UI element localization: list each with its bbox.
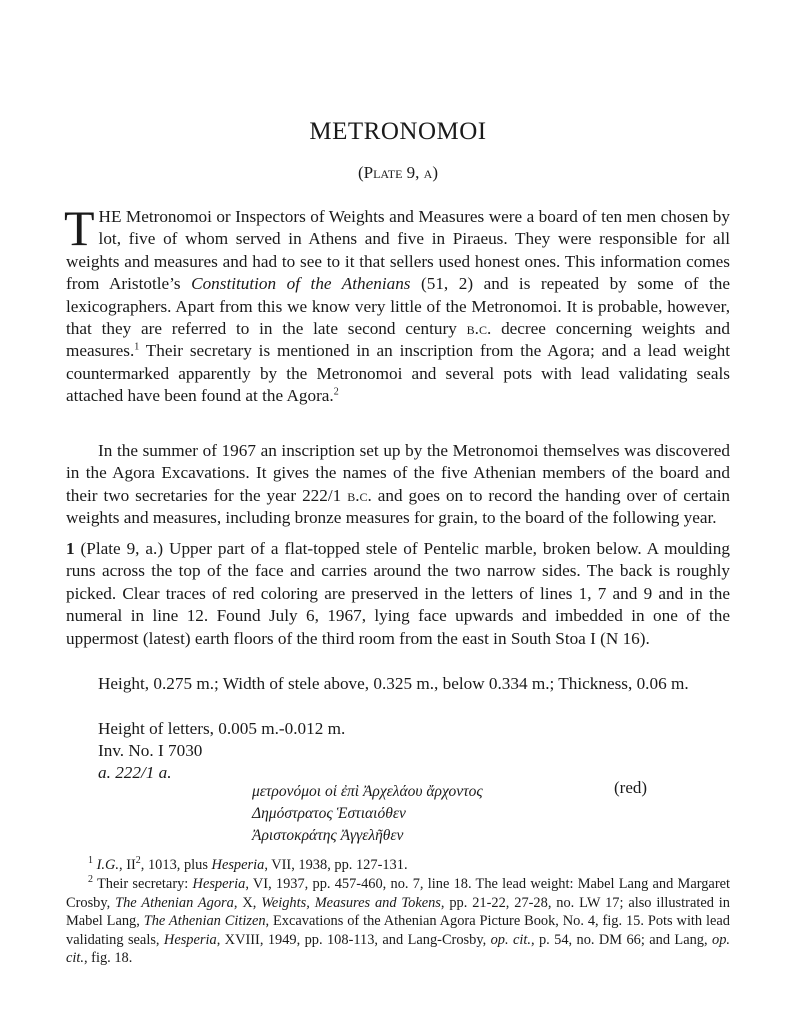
plate-reference: (Plate 9, a) (357, 163, 439, 182)
inscription-line-2: Δημόστρατος Ἑστιαιόθεν (252, 805, 406, 822)
work-title: Constitution of the Athenians (191, 274, 411, 294)
entry-number: 1 (66, 539, 75, 558)
text-run: Their secretary: (96, 876, 193, 892)
text-run: HE Metronomoi or Inspectors of Weights and Measures were a board of ten men chosen by lot, five of whom served in Athens and five in Piraeus. They were responsible for all weights and measures and had to see to it that sellers used honest ones. This information comes from Aristotle’s (66, 207, 730, 294)
text-run: , pp. 21-22, 27-28, no. LW 17; also illustrated in Mabel Lang, (66, 894, 730, 929)
text-run: In the summer of 1967 an inscription set up by the Metronomoi themselves was discovered in the Agora Excavations. It gives the names of the five Athenian members of the board and their two secretaries for the year 222/1 (66, 441, 730, 505)
footnote-ref-1[interactable]: 1 (134, 341, 140, 353)
text-run: , fig. 18. (83, 950, 133, 966)
footnote-1 (66, 856, 730, 875)
text-run: (Plate 9, a.) Upper part of a flat-topped stele of Pentelic marble, broken below. A moulding runs across the top of the face and carries around the two narrow sides. The back is roughly picked. Clear traces of red coloring are preserved in the letters of lines 1, 7 and 9 and in the numeral in line 12. Found July 6, 1967, lying face upwards and imbedded in one of the uppermost (latest) earth floors of the third room from the east in South Stoa I (N 16). (66, 539, 730, 648)
entry-date: a. 222/1 a. (98, 763, 172, 782)
footnote-mark: 2 (88, 874, 93, 886)
inscription-line-3: Ἀριστοκράτης Ἀγγελῆθεν (252, 827, 404, 844)
red-note: (red) (614, 778, 648, 797)
text-run: Their secretary is mentioned in an inscription from the Agora; and a lead weight countermarked apparently by the Metronomoi and several pots with lead validating seals attached have been found at the Agora. (66, 341, 730, 406)
intro-paragraph-1 (64, 200, 730, 408)
text-run: , II (119, 857, 136, 873)
journal-title: The Athenian Agora (115, 894, 234, 911)
text-run: , VI, 1937, pp. 457-460, no. 7, line 18. The lead weight: Mabel Lang and Margaret Crosby, (66, 876, 730, 911)
journal-title: Hesperia (163, 931, 217, 948)
text-run: decree concerning weights and measures. (66, 319, 730, 361)
entry-dimensions: Height, 0.275 m.; Width of stele above, 0.325 m., below 0.334 m.; Thickness, 0.06 m. (98, 674, 689, 693)
text-run: , VII, 1938, pp. 127-131. (264, 857, 408, 873)
citation-abbrev: op. cit. (66, 931, 730, 966)
page-title: METRONOMOI (309, 118, 487, 145)
text-run: and goes on to record the handing over of certain weights and measures, including bronze measures for grain, to the board of the following year. (66, 485, 730, 528)
text-run: , Excavations of the Athenian Agora Picture Book, No. 4, fig. 15. Pots with lead validating seals, (66, 913, 730, 948)
intro-paragraph-2 (66, 440, 730, 530)
era-abbrev: b.c. (347, 485, 372, 505)
journal-title: The Athenian Citizen (143, 913, 266, 929)
text-run: , p. 54, no. DM 66; and Lang, (530, 931, 712, 948)
letter-height: Height of letters, 0.005 m.-0.012 m. (98, 719, 346, 738)
text-run: , 1013, plus (140, 857, 212, 873)
footnote-2 (66, 875, 730, 968)
footnote-mark: 1 (88, 855, 93, 867)
inventory-number: Inv. No. I 7030 (98, 741, 203, 760)
journal-title: Hesperia (192, 876, 246, 892)
text-run: I.G. (96, 857, 119, 873)
superscript: 2 (135, 855, 141, 867)
journal-title: Weights, Measures and Tokens (261, 894, 441, 911)
inscription-line-1: μετρονόμοι οἱ ἐπὶ Ἀρχελάου ἄρχοντος (252, 783, 483, 800)
era-abbrev: b.c. (466, 319, 492, 339)
text-run: (51, 2) and is repeated by some of the lexicographers. Apart from this we know very little of the Metronomoi. It is probable, however, that they are referred to in the late second century (66, 274, 730, 339)
entry-description (66, 538, 730, 650)
drop-cap: T (64, 200, 95, 256)
journal-title: Hesperia (211, 857, 265, 873)
footnote-ref-2[interactable]: 2 (333, 386, 339, 398)
citation-abbrev: op. cit. (490, 931, 531, 948)
text-run: , X, (233, 894, 262, 911)
text-run: , XVIII, 1949, pp. 108-113, and Lang-Crosby, (216, 931, 491, 948)
